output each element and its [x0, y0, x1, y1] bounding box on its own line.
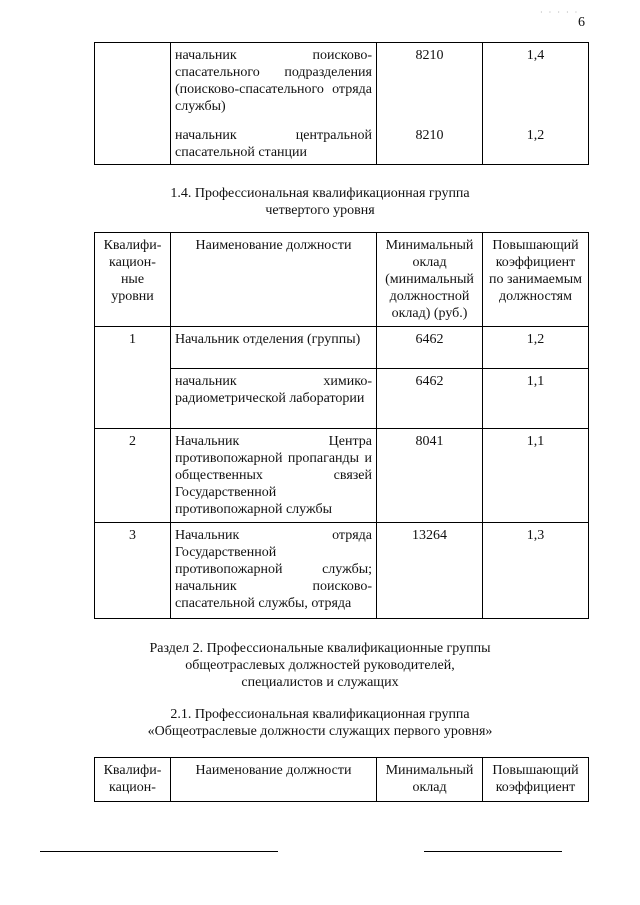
position-name-cell: Начальник отряда Государственной противопожарной службы; начальник поисково-спасательной службы, отряда	[171, 523, 377, 619]
level-cell: 2	[95, 429, 171, 523]
heading-line: 1.4. Профессиональная квалификационная группа	[170, 186, 470, 201]
section-heading-2	[0, 640, 640, 691]
table-header-row	[95, 233, 589, 327]
salary-cell: 6462	[377, 327, 483, 369]
table-row	[95, 429, 589, 523]
heading-line: «Общеотраслевые должности служащих первого уровня»	[147, 724, 493, 739]
header-name: Наименование должности	[171, 233, 377, 327]
level-cell: 3	[95, 523, 171, 619]
heading-line: четвертого уровня	[265, 203, 375, 218]
header-name: Наименование должности	[171, 758, 377, 802]
header-level: Квалифи-кацион-	[95, 758, 171, 802]
header-coefficient: Повышающий коэффициент по занимаемым должностям	[483, 233, 589, 327]
heading-line: Раздел 2. Профессиональные квалификационные группы	[149, 641, 491, 656]
coefficient-cell: 1,1	[483, 429, 589, 523]
level-cell	[95, 43, 171, 123]
coefficient-cell: 1,2	[483, 123, 589, 165]
heading-line: общеотраслевых должностей руководителей,	[185, 658, 455, 673]
header-coefficient: Повышающий коэффициент	[483, 758, 589, 802]
coefficient-cell: 1,2	[483, 327, 589, 369]
heading-line: 2.1. Профессиональная квалификационная группа	[170, 707, 470, 722]
header-salary: Минимальный оклад (минимальный должностной оклад) (руб.)	[377, 233, 483, 327]
top-table	[94, 42, 589, 165]
position-name-cell: Начальник Центра противопожарной пропаганды и общественных связей Государственной противопожарной службы	[171, 429, 377, 523]
table-header-row	[95, 758, 589, 802]
footer-line-left	[40, 851, 278, 852]
level-cell	[95, 123, 171, 165]
scan-artifact: · · · · ·	[540, 8, 580, 17]
table-1-4	[94, 232, 589, 619]
level-cell: 1	[95, 327, 171, 429]
table-row	[95, 123, 589, 165]
salary-cell: 13264	[377, 523, 483, 619]
header-level: Квалифи-кацион-ные уровни	[95, 233, 171, 327]
salary-cell: 6462	[377, 369, 483, 429]
table-row	[95, 327, 589, 369]
salary-cell: 8210	[377, 43, 483, 123]
coefficient-cell: 1,4	[483, 43, 589, 123]
position-name-cell: начальник химико-радиометрической лаборатории	[171, 369, 377, 429]
position-name-cell: Начальник отделения (группы)	[171, 327, 377, 369]
table-2-1	[94, 757, 589, 802]
table-row	[95, 43, 589, 123]
salary-cell: 8210	[377, 123, 483, 165]
section-heading-1-4	[0, 185, 640, 219]
position-name-cell: начальник центральной спасательной станции	[171, 123, 377, 165]
coefficient-cell: 1,1	[483, 369, 589, 429]
heading-line: специалистов и служащих	[241, 675, 399, 690]
salary-cell: 8041	[377, 429, 483, 523]
table-row	[95, 523, 589, 619]
footer-line-right	[424, 851, 562, 852]
position-name-cell: начальник поисково-спасательного подразделения (поисково-спасательного отряда службы)	[171, 43, 377, 123]
coefficient-cell: 1,3	[483, 523, 589, 619]
header-salary: Минимальный оклад	[377, 758, 483, 802]
section-heading-2-1	[0, 706, 640, 740]
page-number: 6	[578, 15, 585, 30]
